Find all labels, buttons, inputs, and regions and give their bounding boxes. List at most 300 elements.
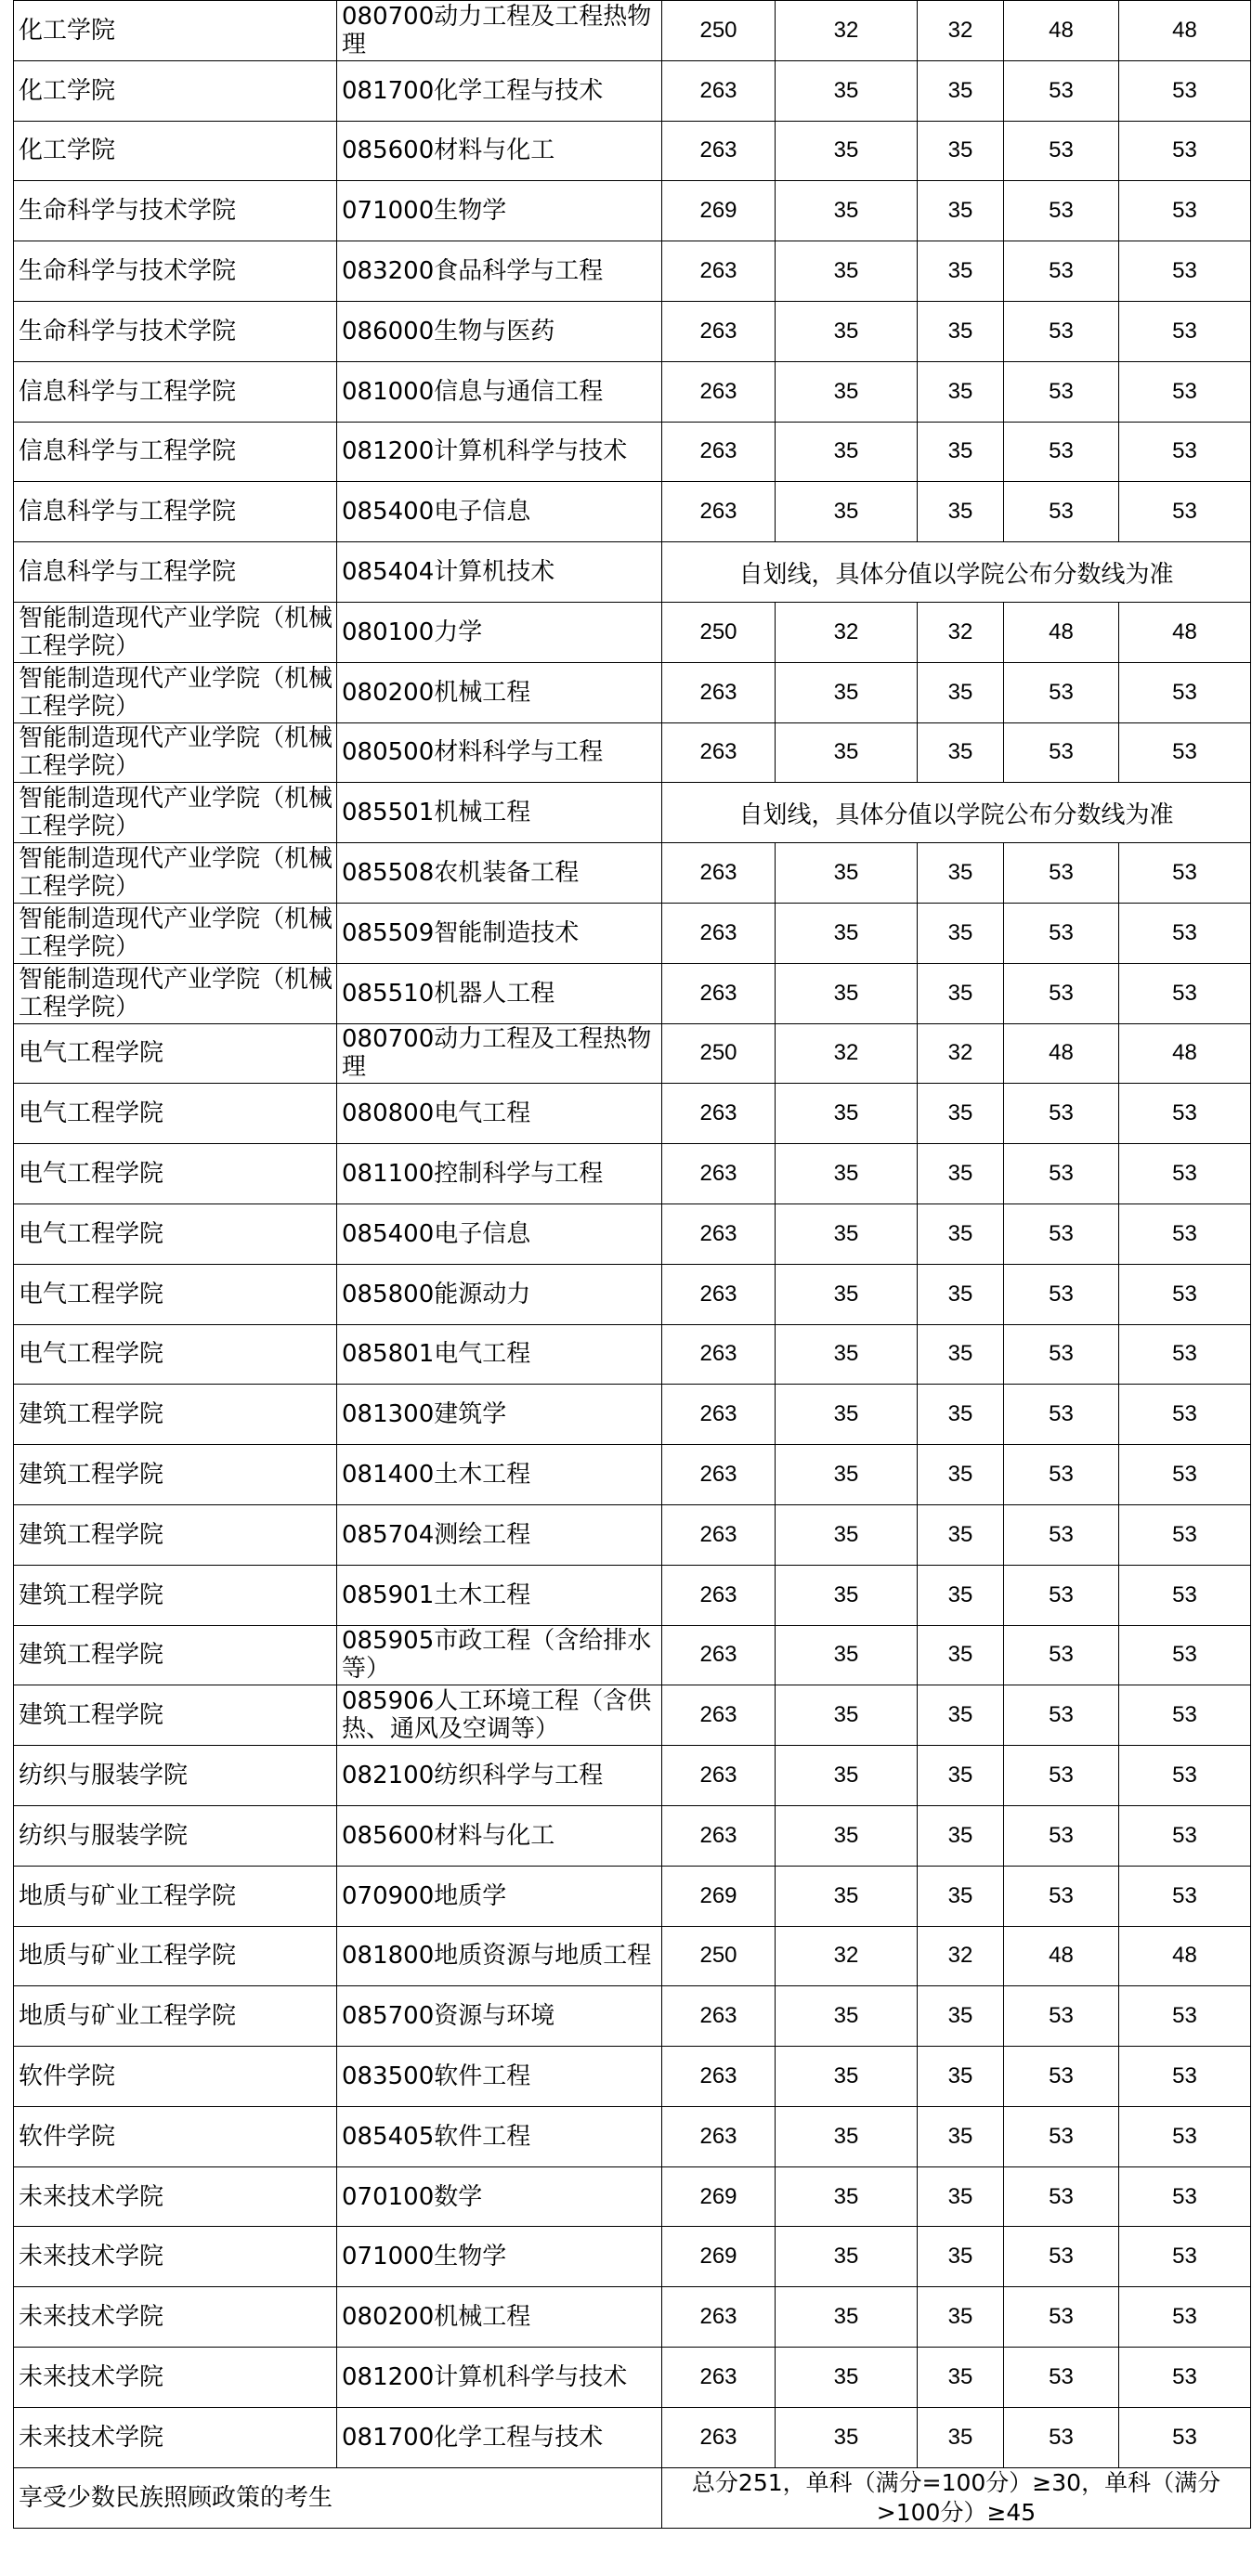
footer-row	[14, 2467, 1251, 2528]
major-cell: 085501机械工程	[337, 783, 662, 843]
college-cell: 地质与矿业工程学院	[14, 1866, 337, 1926]
score-cell: 53	[1004, 1986, 1119, 2047]
score-cell: 35	[918, 181, 1004, 241]
table-row	[14, 722, 1251, 783]
table-row	[14, 1685, 1251, 1746]
table-row	[14, 2047, 1251, 2107]
score-cell: 53	[1004, 1144, 1119, 1204]
score-cell: 263	[662, 1144, 776, 1204]
score-cell: 53	[1119, 2166, 1251, 2227]
score-cell: 35	[918, 2166, 1004, 2227]
score-cell: 35	[776, 1445, 918, 1505]
table-row	[14, 843, 1251, 904]
score-cell: 263	[662, 1445, 776, 1505]
score-cell: 53	[1119, 1203, 1251, 1264]
footer-label: 享受少数民族照顾政策的考生	[14, 2467, 662, 2528]
score-cell: 53	[1004, 2106, 1119, 2166]
table-row	[14, 903, 1251, 963]
score-cell: 53	[1004, 422, 1119, 482]
score-cell: 53	[1004, 2407, 1119, 2467]
score-cell: 35	[776, 1144, 918, 1204]
major-cell: 071000生物学	[337, 2227, 662, 2287]
score-cell: 53	[1119, 1084, 1251, 1144]
college-cell: 未来技术学院	[14, 2287, 337, 2348]
score-cell: 263	[662, 2287, 776, 2348]
table-row	[14, 1445, 1251, 1505]
score-cell: 35	[776, 60, 918, 121]
table-row	[14, 1504, 1251, 1565]
score-cell: 269	[662, 1866, 776, 1926]
major-cell: 085405软件工程	[337, 2106, 662, 2166]
score-cell: 53	[1004, 2227, 1119, 2287]
score-cell: 35	[918, 1084, 1004, 1144]
score-cell: 53	[1119, 361, 1251, 422]
major-cell: 070900地质学	[337, 1866, 662, 1926]
score-cell: 53	[1004, 1685, 1119, 1746]
score-cell: 35	[918, 1324, 1004, 1385]
score-cell: 32	[918, 1926, 1004, 1986]
score-cell: 250	[662, 1023, 776, 1084]
score-cell: 35	[918, 2407, 1004, 2467]
score-cell: 263	[662, 361, 776, 422]
major-cell: 083200食品科学与工程	[337, 241, 662, 302]
table-row	[14, 1084, 1251, 1144]
score-cell: 35	[918, 2348, 1004, 2408]
score-cell: 263	[662, 60, 776, 121]
score-cell: 263	[662, 1565, 776, 1625]
major-cell: 081100控制科学与工程	[337, 1144, 662, 1204]
score-cell: 35	[776, 2166, 918, 2227]
score-cell: 35	[776, 1324, 918, 1385]
score-cell: 250	[662, 1926, 776, 1986]
score-cell: 53	[1004, 963, 1119, 1023]
table-row	[14, 121, 1251, 181]
score-cell: 35	[918, 1144, 1004, 1204]
college-cell: 建筑工程学院	[14, 1685, 337, 1746]
table-row	[14, 1805, 1251, 1866]
major-cell: 085400电子信息	[337, 1203, 662, 1264]
score-cell: 53	[1119, 843, 1251, 904]
score-cell: 53	[1004, 1445, 1119, 1505]
score-cell: 35	[776, 843, 918, 904]
college-cell: 电气工程学院	[14, 1324, 337, 1385]
score-cell: 263	[662, 2047, 776, 2107]
score-cell: 35	[918, 843, 1004, 904]
score-cell: 35	[918, 1445, 1004, 1505]
table-row	[14, 783, 1251, 843]
score-cell: 53	[1119, 1504, 1251, 1565]
score-cell: 263	[662, 2348, 776, 2408]
score-cell: 48	[1004, 1, 1119, 61]
score-cell: 35	[776, 1084, 918, 1144]
score-cell: 269	[662, 2166, 776, 2227]
score-cell: 35	[918, 1264, 1004, 1324]
college-cell: 建筑工程学院	[14, 1385, 337, 1445]
score-table	[13, 0, 1251, 2529]
score-cell: 53	[1119, 2348, 1251, 2408]
score-cell: 263	[662, 722, 776, 783]
score-cell: 250	[662, 1, 776, 61]
major-cell: 085905市政工程（含给排水等）	[337, 1625, 662, 1685]
score-cell: 35	[918, 963, 1004, 1023]
major-cell: 085800能源动力	[337, 1264, 662, 1324]
major-cell: 085509智能制造技术	[337, 903, 662, 963]
score-cell: 35	[776, 963, 918, 1023]
score-cell: 48	[1119, 1926, 1251, 1986]
major-cell: 081300建筑学	[337, 1385, 662, 1445]
score-cell: 263	[662, 422, 776, 482]
major-cell: 080800电气工程	[337, 1084, 662, 1144]
college-cell: 软件学院	[14, 2047, 337, 2107]
score-cell: 263	[662, 2407, 776, 2467]
score-cell: 32	[918, 602, 1004, 662]
score-cell: 35	[776, 2106, 918, 2166]
college-cell: 信息科学与工程学院	[14, 422, 337, 482]
college-cell: 未来技术学院	[14, 2407, 337, 2467]
score-cell: 35	[776, 1746, 918, 1806]
table-row	[14, 1385, 1251, 1445]
table-row	[14, 1926, 1251, 1986]
score-cell: 35	[776, 722, 918, 783]
score-cell: 35	[776, 2227, 918, 2287]
score-cell: 48	[1004, 602, 1119, 662]
college-cell: 信息科学与工程学院	[14, 482, 337, 542]
college-cell: 智能制造现代产业学院（机械工程学院）	[14, 662, 337, 722]
table-row	[14, 1746, 1251, 1806]
table-row	[14, 1264, 1251, 1324]
major-cell: 085600材料与化工	[337, 121, 662, 181]
major-cell: 081800地质资源与地质工程	[337, 1926, 662, 1986]
major-cell: 080200机械工程	[337, 2287, 662, 2348]
score-cell: 53	[1004, 60, 1119, 121]
table-row	[14, 2287, 1251, 2348]
score-cell: 53	[1004, 2166, 1119, 2227]
score-cell: 53	[1119, 422, 1251, 482]
score-cell: 35	[776, 1866, 918, 1926]
score-cell: 35	[776, 1203, 918, 1264]
major-cell: 083500软件工程	[337, 2047, 662, 2107]
score-cell: 250	[662, 602, 776, 662]
score-cell: 53	[1004, 903, 1119, 963]
major-cell: 085704测绘工程	[337, 1504, 662, 1565]
college-cell: 电气工程学院	[14, 1264, 337, 1324]
score-cell: 35	[918, 1685, 1004, 1746]
score-cell: 263	[662, 2106, 776, 2166]
score-cell: 35	[918, 1866, 1004, 1926]
score-cell: 35	[918, 1805, 1004, 1866]
score-cell: 53	[1119, 1866, 1251, 1926]
score-cell: 35	[918, 60, 1004, 121]
major-cell: 085700资源与环境	[337, 1986, 662, 2047]
score-cell: 263	[662, 1324, 776, 1385]
score-cell: 53	[1119, 903, 1251, 963]
score-cell: 53	[1119, 1445, 1251, 1505]
score-cell: 53	[1004, 1324, 1119, 1385]
table-row	[14, 542, 1251, 603]
score-cell: 35	[776, 903, 918, 963]
footer-policy-text: 总分251，单科（满分=100分）≥30，单科（满分>100分）≥45	[662, 2467, 1251, 2528]
score-cell: 53	[1004, 361, 1119, 422]
major-cell: 085400电子信息	[337, 482, 662, 542]
score-cell: 35	[776, 301, 918, 361]
score-cell: 35	[776, 2047, 918, 2107]
score-cell: 35	[918, 1986, 1004, 2047]
score-cell: 263	[662, 1746, 776, 1806]
score-cell: 263	[662, 1805, 776, 1866]
score-cell: 53	[1004, 241, 1119, 302]
college-cell: 生命科学与技术学院	[14, 181, 337, 241]
score-cell: 53	[1004, 1385, 1119, 1445]
score-cell: 35	[776, 1805, 918, 1866]
score-cell: 48	[1004, 1926, 1119, 1986]
score-cell: 35	[776, 1685, 918, 1746]
score-cell: 35	[776, 1504, 918, 1565]
score-cell: 35	[918, 903, 1004, 963]
college-cell: 纺织与服装学院	[14, 1805, 337, 1866]
score-cell: 32	[776, 1, 918, 61]
score-cell: 35	[776, 361, 918, 422]
score-cell: 263	[662, 963, 776, 1023]
score-cell: 35	[918, 1504, 1004, 1565]
major-cell: 085508农机装备工程	[337, 843, 662, 904]
major-cell: 085404计算机技术	[337, 542, 662, 603]
score-cell: 35	[918, 2227, 1004, 2287]
score-cell: 53	[1004, 1625, 1119, 1685]
score-cell: 53	[1004, 181, 1119, 241]
college-cell: 智能制造现代产业学院（机械工程学院）	[14, 843, 337, 904]
table-row	[14, 662, 1251, 722]
college-cell: 地质与矿业工程学院	[14, 1926, 337, 1986]
score-cell: 53	[1119, 2047, 1251, 2107]
college-cell: 智能制造现代产业学院（机械工程学院）	[14, 783, 337, 843]
score-cell: 35	[918, 722, 1004, 783]
major-cell: 070100数学	[337, 2166, 662, 2227]
score-cell: 48	[1004, 1023, 1119, 1084]
major-cell: 081400土木工程	[337, 1445, 662, 1505]
college-cell: 建筑工程学院	[14, 1445, 337, 1505]
score-cell: 53	[1004, 1866, 1119, 1926]
college-cell: 建筑工程学院	[14, 1625, 337, 1685]
score-cell: 53	[1004, 1504, 1119, 1565]
score-cell: 35	[918, 301, 1004, 361]
score-cell: 48	[1119, 602, 1251, 662]
major-cell: 082100纺织科学与工程	[337, 1746, 662, 1806]
table-row	[14, 1, 1251, 61]
college-cell: 纺织与服装学院	[14, 1746, 337, 1806]
score-cell: 269	[662, 2227, 776, 2287]
major-cell: 085510机器人工程	[337, 963, 662, 1023]
score-cell: 53	[1004, 2348, 1119, 2408]
score-cell: 263	[662, 1385, 776, 1445]
score-cell: 35	[776, 2287, 918, 2348]
table-row	[14, 181, 1251, 241]
score-cell: 53	[1119, 722, 1251, 783]
score-cell: 263	[662, 843, 776, 904]
score-cell: 35	[918, 482, 1004, 542]
table-row	[14, 1866, 1251, 1926]
score-cell: 35	[776, 2407, 918, 2467]
score-cell: 35	[776, 1625, 918, 1685]
major-cell: 071000生物学	[337, 181, 662, 241]
score-cell: 53	[1004, 1084, 1119, 1144]
score-cell: 53	[1119, 963, 1251, 1023]
score-cell: 53	[1119, 181, 1251, 241]
self-set-line-note: 自划线，具体分值以学院公布分数线为准	[662, 783, 1251, 843]
score-cell: 263	[662, 241, 776, 302]
score-cell: 35	[918, 1565, 1004, 1625]
college-cell: 生命科学与技术学院	[14, 301, 337, 361]
score-cell: 263	[662, 121, 776, 181]
score-cell: 35	[776, 422, 918, 482]
score-cell: 53	[1004, 1746, 1119, 1806]
score-cell: 53	[1004, 1805, 1119, 1866]
major-cell: 086000生物与医药	[337, 301, 662, 361]
college-cell: 信息科学与工程学院	[14, 542, 337, 603]
college-cell: 生命科学与技术学院	[14, 241, 337, 302]
score-cell: 53	[1004, 1565, 1119, 1625]
major-cell: 080700动力工程及工程热物理	[337, 1, 662, 61]
major-cell: 085600材料与化工	[337, 1805, 662, 1866]
score-cell: 35	[918, 2287, 1004, 2348]
score-cell: 53	[1004, 482, 1119, 542]
major-cell: 081200计算机科学与技术	[337, 422, 662, 482]
score-cell: 53	[1119, 1565, 1251, 1625]
college-cell: 信息科学与工程学院	[14, 361, 337, 422]
college-cell: 电气工程学院	[14, 1203, 337, 1264]
score-cell: 35	[776, 1264, 918, 1324]
score-cell: 35	[776, 1986, 918, 2047]
college-cell: 智能制造现代产业学院（机械工程学院）	[14, 602, 337, 662]
score-cell: 263	[662, 1084, 776, 1144]
score-cell: 35	[918, 422, 1004, 482]
major-cell: 080500材料科学与工程	[337, 722, 662, 783]
table-row	[14, 361, 1251, 422]
score-cell: 53	[1004, 843, 1119, 904]
table-row	[14, 2227, 1251, 2287]
score-cell: 53	[1004, 1264, 1119, 1324]
table-row	[14, 2106, 1251, 2166]
college-cell: 地质与矿业工程学院	[14, 1986, 337, 2047]
score-cell: 35	[918, 121, 1004, 181]
college-cell: 电气工程学院	[14, 1144, 337, 1204]
major-cell: 080200机械工程	[337, 662, 662, 722]
score-cell: 35	[776, 181, 918, 241]
score-cell: 35	[776, 1565, 918, 1625]
score-cell: 53	[1119, 60, 1251, 121]
score-cell: 53	[1119, 1746, 1251, 1806]
major-cell: 081000信息与通信工程	[337, 361, 662, 422]
college-cell: 未来技术学院	[14, 2348, 337, 2408]
score-cell: 32	[776, 602, 918, 662]
score-cell: 35	[918, 361, 1004, 422]
score-cell: 53	[1119, 2106, 1251, 2166]
score-cell: 53	[1119, 1986, 1251, 2047]
score-cell: 263	[662, 1685, 776, 1746]
college-cell: 建筑工程学院	[14, 1565, 337, 1625]
score-cell: 35	[776, 121, 918, 181]
score-cell: 263	[662, 662, 776, 722]
college-cell: 智能制造现代产业学院（机械工程学院）	[14, 722, 337, 783]
score-cell: 263	[662, 1504, 776, 1565]
major-cell: 080700动力工程及工程热物理	[337, 1023, 662, 1084]
college-cell: 化工学院	[14, 121, 337, 181]
table-row	[14, 301, 1251, 361]
score-cell: 53	[1004, 2287, 1119, 2348]
college-cell: 化工学院	[14, 60, 337, 121]
major-cell: 081200计算机科学与技术	[337, 2348, 662, 2408]
score-cell: 263	[662, 903, 776, 963]
score-cell: 53	[1004, 301, 1119, 361]
score-cell: 53	[1004, 2047, 1119, 2107]
score-cell: 53	[1119, 1324, 1251, 1385]
score-cell: 35	[918, 2047, 1004, 2107]
score-cell: 263	[662, 301, 776, 361]
score-cell: 35	[918, 241, 1004, 302]
table-row	[14, 602, 1251, 662]
table-row	[14, 1144, 1251, 1204]
score-cell: 35	[918, 2106, 1004, 2166]
table-row	[14, 60, 1251, 121]
score-cell: 53	[1119, 1264, 1251, 1324]
score-cell: 35	[776, 2348, 918, 2408]
score-cell: 53	[1119, 2227, 1251, 2287]
score-cell: 53	[1119, 241, 1251, 302]
table-row	[14, 963, 1251, 1023]
major-cell: 085901土木工程	[337, 1565, 662, 1625]
score-cell: 53	[1119, 1625, 1251, 1685]
table-row	[14, 1203, 1251, 1264]
score-cell: 53	[1119, 2287, 1251, 2348]
major-cell: 085801电气工程	[337, 1324, 662, 1385]
score-cell: 35	[918, 662, 1004, 722]
table-row	[14, 2348, 1251, 2408]
college-cell: 电气工程学院	[14, 1023, 337, 1084]
score-cell: 263	[662, 1986, 776, 2047]
table-row	[14, 422, 1251, 482]
college-cell: 电气工程学院	[14, 1084, 337, 1144]
college-cell: 智能制造现代产业学院（机械工程学院）	[14, 963, 337, 1023]
college-cell: 建筑工程学院	[14, 1504, 337, 1565]
college-cell: 智能制造现代产业学院（机械工程学院）	[14, 903, 337, 963]
score-cell: 48	[1119, 1023, 1251, 1084]
table-row	[14, 482, 1251, 542]
score-cell: 53	[1119, 121, 1251, 181]
score-cell: 53	[1119, 1144, 1251, 1204]
score-cell: 35	[918, 1746, 1004, 1806]
table-row	[14, 1986, 1251, 2047]
table-row	[14, 241, 1251, 302]
college-cell: 软件学院	[14, 2106, 337, 2166]
score-cell: 32	[918, 1, 1004, 61]
score-cell: 32	[776, 1926, 918, 1986]
score-cell: 35	[776, 1385, 918, 1445]
score-cell: 53	[1119, 1685, 1251, 1746]
score-cell: 53	[1119, 301, 1251, 361]
table-row	[14, 2166, 1251, 2227]
score-cell: 53	[1119, 662, 1251, 722]
self-set-line-note: 自划线，具体分值以学院公布分数线为准	[662, 542, 1251, 603]
major-cell: 081700化学工程与技术	[337, 60, 662, 121]
score-cell: 263	[662, 1203, 776, 1264]
score-cell: 263	[662, 482, 776, 542]
score-cell: 35	[918, 1203, 1004, 1264]
major-cell: 081700化学工程与技术	[337, 2407, 662, 2467]
major-cell: 080100力学	[337, 602, 662, 662]
score-table-body	[14, 1, 1251, 2529]
score-cell: 263	[662, 1625, 776, 1685]
college-cell: 未来技术学院	[14, 2166, 337, 2227]
score-cell: 35	[918, 1385, 1004, 1445]
